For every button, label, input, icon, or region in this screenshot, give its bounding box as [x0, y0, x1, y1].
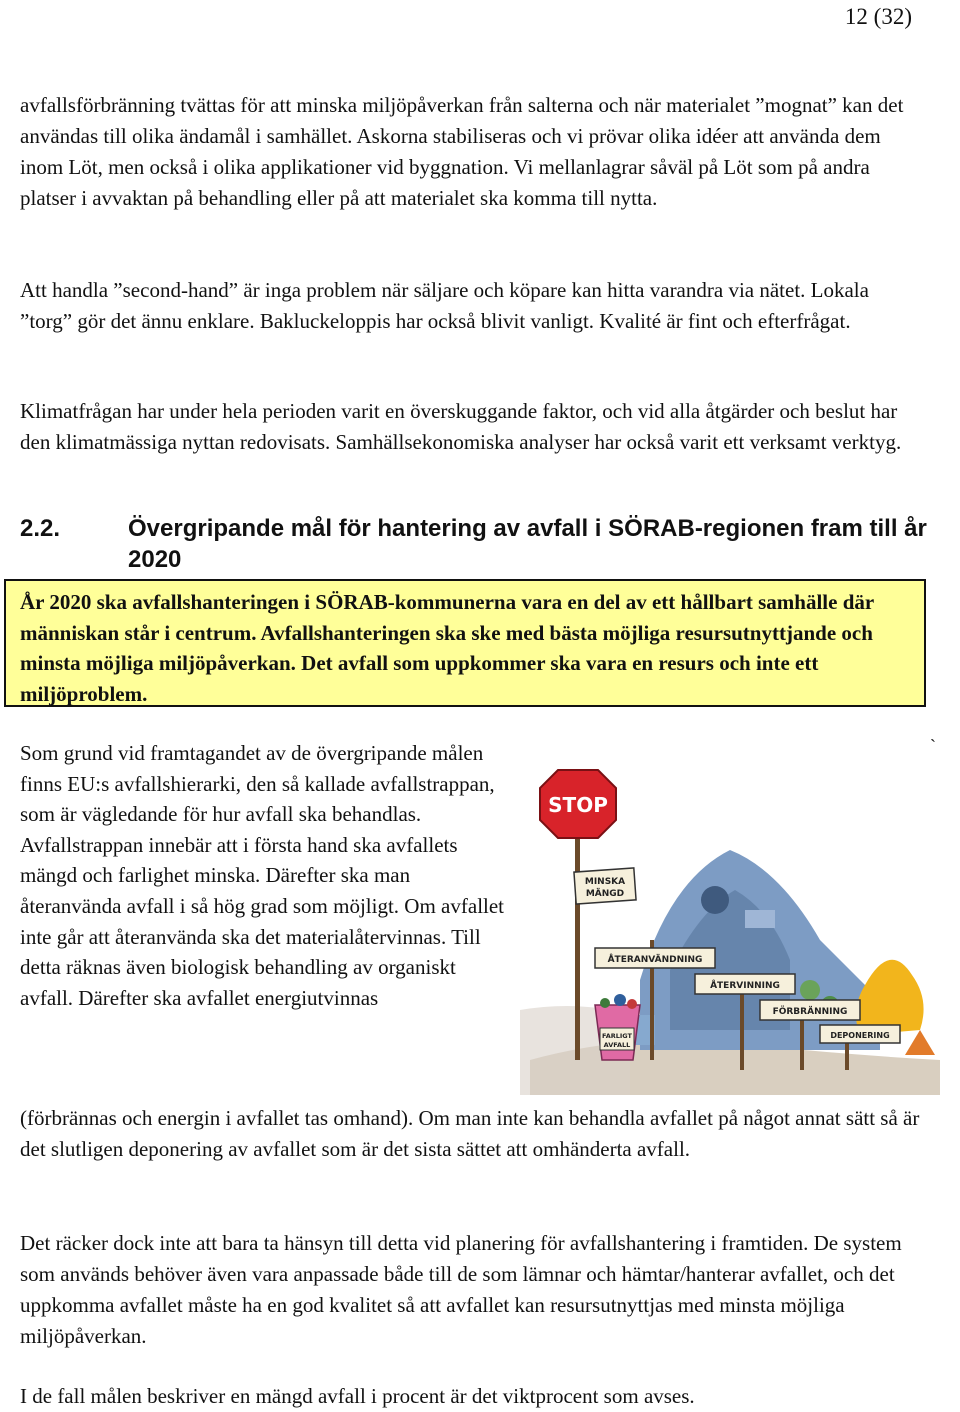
svg-text:MINSKA: MINSKA — [584, 877, 626, 887]
paragraph-ash-treatment: avfallsförbränning tvättas för att minska miljöpåverkan från salterna och när materialet ”mognat” kan det användas till olika ändamål i samhället. Askorna stabiliseras och vi prövar olika idéer att använda dem inom Löt, men också i olika applikationer vid byggnation. Vi mellanlagrar såväl på Löt som på andra platser i avvaktan på behandling eller på att materialet ska komma till nytta. — [20, 93, 904, 210]
svg-text:AVFALL: AVFALL — [603, 1041, 631, 1049]
waste-hierarchy-illustration — [520, 760, 945, 1095]
svg-text:ÅTERANVÄNDNING: ÅTERANVÄNDNING — [607, 955, 703, 965]
svg-text:DEPONERING: DEPONERING — [830, 1031, 890, 1040]
stop-post — [575, 810, 580, 1060]
debris-icon — [905, 1030, 935, 1055]
paragraph-second-hand: Att handla ”second-hand” är inga problem när säljare och köpare kan hitta varandra via nätet. Lokala ”torg” gör det ännu enklare. Bakluckeloppis har också blivit vanligt. Kvalité är fint och efterfrågat. — [20, 278, 869, 333]
section-number: 2.2. — [20, 515, 61, 542]
yellow-bag-icon — [856, 960, 924, 1035]
goal-box: År 2020 ska avfallshanteringen i SÖRAB-kommunerna vara en del av ett hållbart samhälle där människan står i centrum. Avfallshanteringen ska ske med bästa möjliga resursutnyttjande och minsta möjliga miljöpåverkan. Det avfall som uppkommer ska vara en resurs och inte ett miljöproblem. — [4, 579, 926, 707]
stop-sign-label: STOP — [548, 793, 608, 817]
stray-mark: ` — [930, 736, 936, 756]
paragraph-climate: Klimatfrågan har under hela perioden varit en överskuggande faktor, och vid alla åtgärder och beslut har den klimatmässiga nyttan redovisats. Samhällsekonomiska analyser har också varit ett verksamt verktyg. — [20, 399, 902, 454]
page-number: 12 (32) — [844, 4, 912, 29]
svg-text:FÖRBRÄNNING: FÖRBRÄNNING — [772, 1007, 848, 1017]
paragraph-weight-percent: I de fall målen beskriver en mängd avfall i procent är det viktprocent som avses. — [20, 1384, 695, 1408]
svg-text:ÅTERVINNING: ÅTERVINNING — [710, 981, 780, 991]
paragraph-waste-hierarchy: Som grund vid framtagandet av de övergripande målen finns EU:s avfallshierarki, den så kallade avfallstrappan, som är vägledande för hur avfall ska behandlas. Avfallstrappan innebär att i första hand ska avfallets mängd och farlighet minska. Därefter ska man återanvända avfall i så hög grad som möjligt. Om avfallet inte går att återanvända ska det materialåtervinnas. Till detta räknas även biologisk behandling av organiskt avfall. Därefter ska avfallet energiutvinnas — [20, 741, 505, 1010]
section-title: Övergripande mål för hantering av avfall i SÖRAB-regionen fram till år 2020 — [128, 515, 927, 573]
svg-text:MÄNGD: MÄNGD — [585, 889, 625, 899]
paragraph-planning: Det räcker dock inte att bara ta hänsyn till detta vid planering för avfallshantering i framtiden. De system som används behöver även vara anpassade både till de som lämnar och hämtar/hanterar avfallet, och det uppkomma avfallet måste ha en god kvalitet så att avfallet kan resursutnyttjas med minsta möjliga miljöpåverkan. — [20, 1231, 902, 1348]
paragraph-waste-hierarchy-cont: (förbrännas och energin i avfallet tas omhand). Om man inte kan behandla avfallet på något annat sätt så är det slutligen deponering av avfallet som är det sista sättet att omhänderta avfall. — [20, 1106, 920, 1161]
svg-text:FARLIGT: FARLIGT — [602, 1032, 632, 1040]
